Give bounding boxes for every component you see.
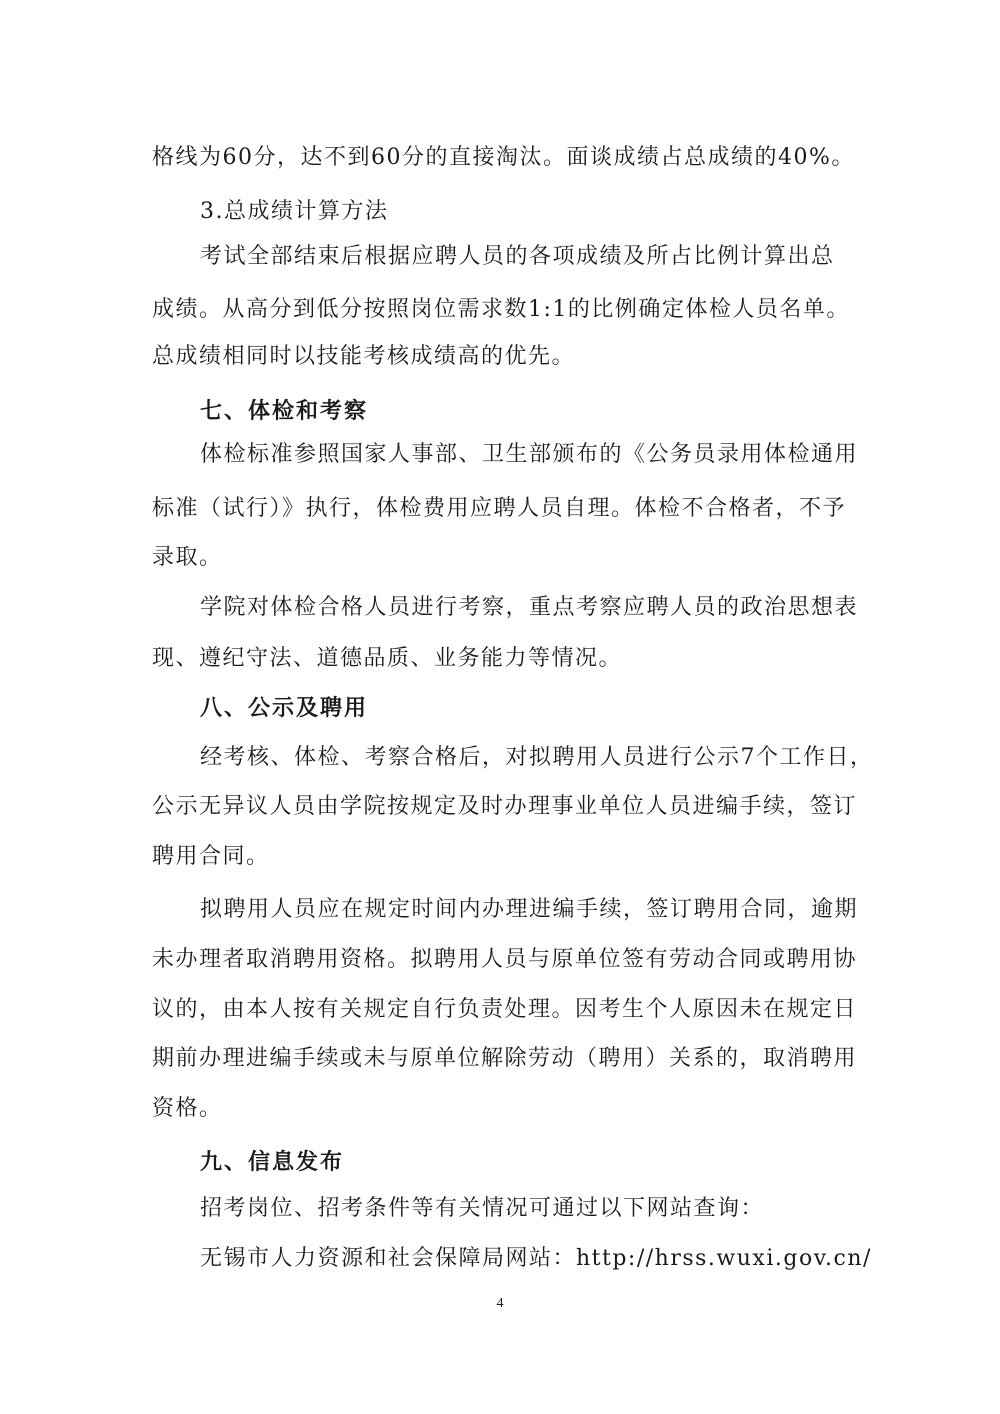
subsection-heading: 3.总成绩计算方法 <box>200 199 389 224</box>
section-heading: 七、体检和考察 <box>200 398 369 424</box>
paragraph-line: 学院对体检合格人员进行考察，重点考察应聘人员的政治思想表 <box>200 595 859 620</box>
paragraph-line: 考试全部结束后根据应聘人员的各项成绩及所占比例计算出总 <box>200 244 835 269</box>
paragraph-line: 成绩。从高分到低分按照岗位需求数1:1的比例确定体检人员名单。 <box>152 297 850 322</box>
website-line: 无锡市人力资源和社会保障局网站：http://hrss.wuxi.gov.cn/ <box>200 1246 872 1271</box>
paragraph-line: 经考核、体检、考察合格后，对拟聘用人员进行公示7个工作日， <box>200 745 874 770</box>
paragraph-line: 总成绩相同时以技能考核成绩高的优先。 <box>152 344 576 369</box>
paragraph-line: 期前办理进编手续或未与原单位解除劳动（聘用）关系的，取消聘用 <box>152 1046 858 1071</box>
paragraph-line: 格线为60分，达不到60分的直接淘汰。面谈成绩占总成绩的40%。 <box>152 145 855 170</box>
paragraph-line: 公示无异议人员由学院按规定及时办理事业单位人员进编手续，签订 <box>152 794 858 819</box>
paragraph-line: 录取。 <box>152 545 223 570</box>
paragraph-line: 招考岗位、招考条件等有关情况可通过以下网站查询： <box>200 1196 765 1221</box>
paragraph-line: 资格。 <box>152 1096 223 1121</box>
page-number: 4 <box>496 1296 504 1311</box>
paragraph-line: 聘用合同。 <box>152 844 270 869</box>
paragraph-line: 标准（试行）》执行，体检费用应聘人员自理。体检不合格者，不予 <box>152 496 847 521</box>
paragraph-line: 未办理者取消聘用资格。拟聘用人员与原单位签有劳动合同或聘用协 <box>152 947 858 972</box>
section-heading: 九、信息发布 <box>200 1149 345 1175</box>
section-heading: 八、公示及聘用 <box>200 695 369 721</box>
paragraph-line: 体检标准参照国家人事部、卫生部颁布的《公务员录用体检通用 <box>200 442 859 467</box>
paragraph-line: 拟聘用人员应在规定时间内办理进编手续，签订聘用合同，逾期 <box>200 897 859 922</box>
paragraph-line: 现、遵纪守法、道德品质、业务能力等情况。 <box>152 646 623 671</box>
paragraph-line: 议的，由本人按有关规定自行负责处理。因考生个人原因未在规定日 <box>152 997 858 1022</box>
